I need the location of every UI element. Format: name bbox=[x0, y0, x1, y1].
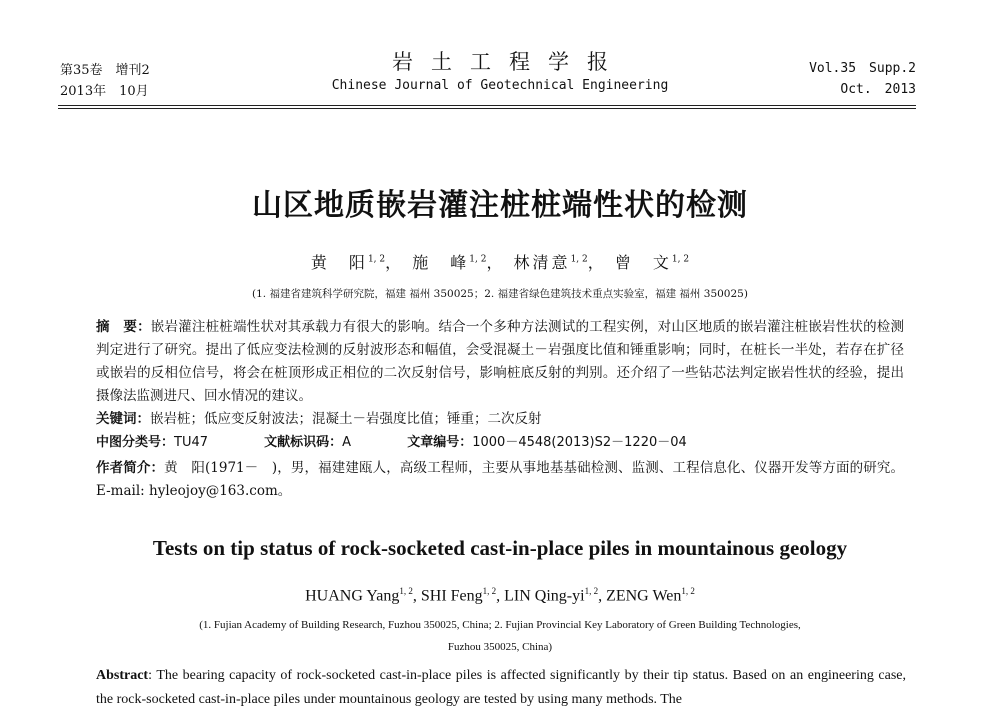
abstract-cn-text: 嵌岩灌注桩桩端性状对其承载力有很大的影响。结合一个多种方法测试的工程实例，对山区地质的嵌岩灌注桩嵌岩性状的检测判定进行了研究。提出了低应变法检测的反射波形态和幅值，会受混凝土－岩强度比值和锤重影响；同时，在桩长一半处，若存在扩径或嵌岩的反相位信号，将会在桩顶形成正相位的二次反射信号，影响桩底反射的判别。还介绍了一些钻芯法判定嵌岩性状的经验，提出摄像法监测进尺、回水情况的建议。 bbox=[96, 319, 905, 404]
header-date-en: Oct. 2013 bbox=[840, 82, 916, 97]
author-affil-sup: 1, 2 bbox=[570, 254, 588, 265]
abstract-en-label: Abstract bbox=[96, 668, 149, 683]
header-volume-en: Vol.35 Supp.2 bbox=[809, 61, 916, 76]
affiliation-cn: (1. 福建省建筑科学研究院，福建 福州 350025；2. 福建省绿色建筑技术重点实验室，福建 福州 350025) bbox=[252, 288, 748, 300]
author-separator: ， bbox=[486, 253, 506, 272]
author-en: SHI Feng bbox=[420, 587, 483, 605]
author-en: ZENG Wen bbox=[606, 587, 682, 605]
author-separator: , bbox=[598, 587, 607, 605]
header-date-cn: 2013年 10月 bbox=[60, 84, 149, 99]
author-separator: ， bbox=[587, 253, 607, 272]
email-link[interactable]: hyleojoy@163.com bbox=[149, 483, 278, 499]
doc-code-label: 文献标识码： bbox=[264, 435, 343, 450]
author-cn: 施 峰 bbox=[412, 253, 470, 272]
author-affil-sup: 1, 2 bbox=[671, 254, 690, 265]
author-affil-sup: 1, 2 bbox=[584, 586, 599, 596]
bio-label: 作者简介： bbox=[96, 460, 165, 476]
doc-code-value: A bbox=[342, 435, 352, 450]
abstract-cn-label: 摘 要： bbox=[96, 319, 151, 335]
clc-label: 中图分类号： bbox=[96, 435, 175, 450]
authors-en bbox=[0, 586, 1000, 605]
bio-end: 。 bbox=[277, 483, 292, 499]
header-left bbox=[60, 60, 150, 102]
keywords-cn bbox=[96, 408, 904, 431]
author-affil-sup: 1, 2 bbox=[681, 586, 695, 596]
author-affil-sup: 1, 2 bbox=[469, 254, 487, 265]
abstract-en-text: The bearing capacity of rock-socketed cast-in-place piles is affected significantly by their tip status. Based on an engineering case, the rock-socketed cast-in-place piles under mountainous geology are tested by using many methods. The bbox=[96, 668, 906, 707]
article-number-label: 文章编号： bbox=[407, 435, 473, 450]
journal-title-en: Chinese Journal of Geotechnical Engineering bbox=[331, 78, 669, 93]
author-affil-sup: 1, 2 bbox=[367, 254, 386, 265]
author-separator: , bbox=[496, 587, 505, 605]
authors-cn bbox=[0, 250, 1000, 273]
keywords-cn-text: 嵌岩桩；低应变反射波法；混凝土－岩强度比值；锤重；二次反射 bbox=[150, 411, 542, 427]
keywords-cn-label: 关键词： bbox=[96, 411, 150, 427]
author-en: LIN Qing-yi bbox=[504, 587, 585, 605]
affiliation-en-line2: Fuzhou 350025, China) bbox=[447, 641, 553, 653]
header-rule-top bbox=[58, 105, 916, 106]
affiliation-en bbox=[120, 614, 880, 658]
author-bio-cn bbox=[96, 457, 904, 503]
author-separator: , bbox=[412, 587, 421, 605]
header-right bbox=[809, 58, 916, 100]
bio-text: 黄 阳(1971－ )，男，福建建瓯人，高级工程师，主要从事地基基础检测、监测、工程信息化、仪器开发等方面的研究。E-mail: bbox=[96, 460, 905, 499]
clc-value: TU47 bbox=[174, 435, 209, 450]
journal-title-cn: 岩土工程学报 bbox=[392, 50, 626, 74]
abstract-en bbox=[96, 664, 906, 712]
author-affil-sup: 1, 2 bbox=[399, 586, 413, 596]
author-affil-sup: 1, 2 bbox=[482, 586, 497, 596]
paper-title-cn: 山区地质嵌岩灌注桩桩端性状的检测 bbox=[252, 188, 748, 223]
abstract-cn bbox=[96, 316, 904, 408]
author-cn: 林清意 bbox=[513, 253, 571, 272]
header-volume-cn: 第35卷 增刊2 bbox=[60, 63, 150, 78]
author-cn: 曾 文 bbox=[614, 253, 672, 272]
affiliation-en-line1: (1. Fujian Academy of Building Research, Fuzhou 350025, China; 2. Fujian Provincial Key Laboratory of Green Building Technologies, bbox=[199, 619, 801, 631]
header-journal bbox=[300, 48, 700, 96]
author-separator: ， bbox=[385, 253, 405, 272]
article-number-value: 1000－4548(2013)S2－1220－04 bbox=[472, 435, 687, 450]
author-en: HUANG Yang bbox=[305, 587, 400, 605]
paper-title-en: Tests on tip status of rock-socketed cast-in-place piles in mountainous geology bbox=[152, 536, 848, 560]
author-cn: 黄 阳 bbox=[310, 253, 368, 272]
header-rule-bottom bbox=[58, 108, 916, 109]
classification-line bbox=[96, 431, 904, 454]
abstract-en-colon: : bbox=[148, 668, 157, 683]
